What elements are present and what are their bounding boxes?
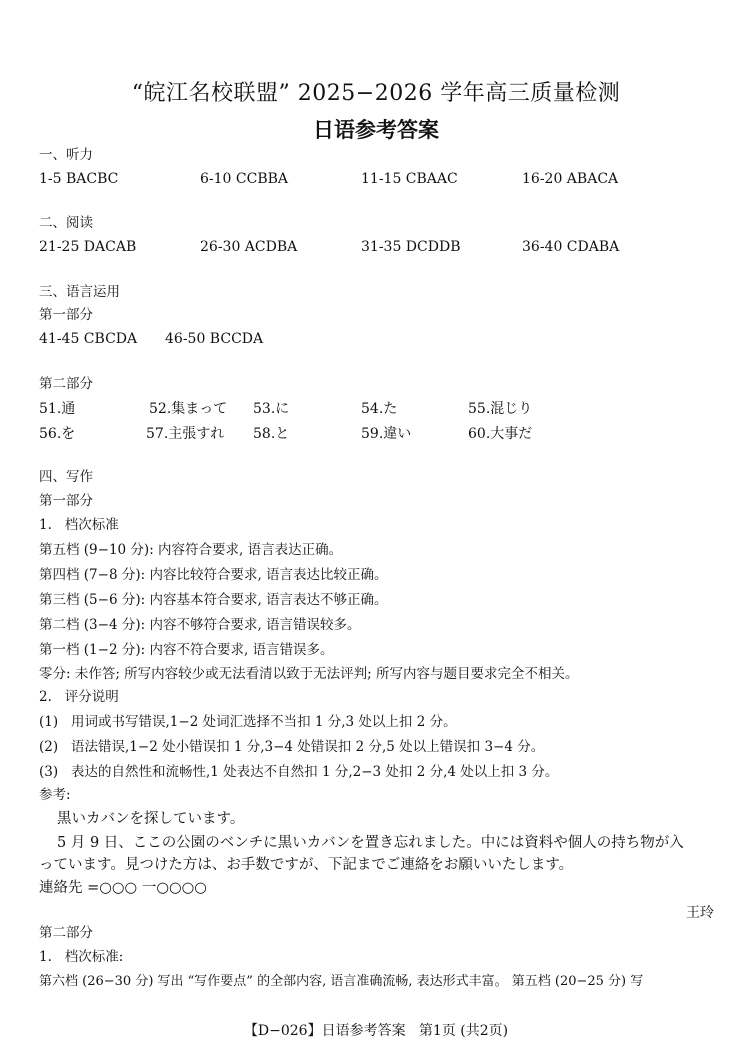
- fill-answer: 52.集まって: [149, 401, 228, 417]
- criteria-item: 第五档 (9−10 分): 内容符合要求, 语言表达正确。: [39, 542, 343, 558]
- part2-criteria-heading: 1. 档次标准:: [39, 949, 124, 965]
- section-writing-heading: 四、写作: [39, 469, 93, 485]
- fill-answer: 51.通: [39, 401, 76, 417]
- scoring-heading: 2. 评分说明: [39, 689, 119, 705]
- criteria-item: 第三档 (5−6 分): 内容基本符合要求, 语言表达不够正确。: [39, 592, 388, 608]
- fill-answer: 55.混じり: [468, 401, 533, 417]
- fill-answer: 60.大事だ: [468, 426, 533, 442]
- criteria-item: 第四档 (7−8 分): 内容比较符合要求, 语言表达比较正确。: [39, 567, 388, 583]
- criteria-heading: 1. 档次标准: [39, 517, 119, 533]
- part2-criteria-line: 第六档 (26−30 分) 写出 “写作要点” 的全部内容, 语言准确流畅, 表达形式丰富。 第五档 (20−25 分) 写: [39, 974, 644, 989]
- language-part1-heading: 第一部分: [39, 307, 93, 323]
- answer-group: 21-25 DACAB: [39, 239, 137, 255]
- sample-text-line: っています。見つけた方は、お手数ですが、下記までご連絡をお願いいたします。: [39, 857, 574, 873]
- fill-answer: 57.主張すれ: [146, 426, 225, 442]
- sample-signature: 王玲: [686, 905, 714, 921]
- fill-answer: 53.に: [253, 401, 290, 417]
- criteria-item: 零分: 未作答; 所写内容较少或无法看清以致于无法评判; 所写内容与题目要求完全不相关。: [39, 666, 579, 682]
- answer-group: 46-50 BCCDA: [165, 331, 264, 347]
- sample-contact: 連絡先 =○○○ 一○○○○: [39, 880, 207, 896]
- answer-group: 6-10 CCBBA: [200, 171, 289, 187]
- criteria-item: 第一档 (1−2 分): 内容不符合要求, 语言错误多。: [39, 642, 334, 658]
- writing-part2-heading: 第二部分: [39, 925, 93, 941]
- answer-group: 36-40 CDABA: [522, 239, 620, 255]
- answer-group: 26-30 ACDBA: [200, 239, 298, 255]
- reference-label: 参考:: [39, 787, 71, 803]
- scoring-item: (1) 用词或书写错误,1−2 处词汇选择不当扣 1 分,3 处以上扣 2 分。: [39, 714, 457, 730]
- fill-answer: 59.違い: [361, 426, 412, 442]
- sample-text-line: 5 月 9 日、ここの公園のベンチに黒いカバンを置き忘れました。中には資料や個人の持ち物が入: [57, 835, 684, 851]
- doc-subtitle: 日语参考答案: [313, 117, 439, 142]
- writing-part1-heading: 第一部分: [39, 493, 93, 509]
- doc-title: “皖江名校联盟” 2025−2026 学年高三质量检测: [131, 81, 621, 106]
- fill-answer: 56.を: [39, 426, 76, 442]
- answer-group: 11-15 CBAAC: [361, 171, 458, 187]
- section-reading-heading: 二、阅读: [39, 215, 93, 231]
- answer-group: 16-20 ABACA: [522, 171, 619, 187]
- section-listening-heading: 一、听力: [39, 147, 93, 163]
- language-part2-heading: 第二部分: [39, 376, 93, 392]
- scoring-item: (2) 语法错误,1−2 处小错误扣 1 分,3−4 处错误扣 2 分,5 处以上错误扣 3−4 分。: [39, 739, 545, 755]
- scoring-item: (3) 表达的自然性和流畅性,1 处表达不自然扣 1 分,2−3 处扣 2 分,4 处以上扣 3 分。: [39, 764, 559, 780]
- section-language-heading: 三、语言运用: [39, 284, 120, 300]
- sample-title: 黒いカバンを探しています。: [57, 811, 245, 827]
- page-footer: 【D−026】日语参考答案 第1页 (共2页): [243, 1023, 509, 1039]
- fill-answer: 54.た: [361, 401, 398, 417]
- fill-answer: 58.と: [253, 426, 290, 442]
- answer-group: 41-45 CBCDA: [39, 331, 138, 347]
- criteria-item: 第二档 (3−4 分): 内容不够符合要求, 语言错误较多。: [39, 617, 361, 633]
- answer-group: 31-35 DCDDB: [361, 239, 461, 255]
- answer-group: 1-5 BACBC: [39, 171, 119, 187]
